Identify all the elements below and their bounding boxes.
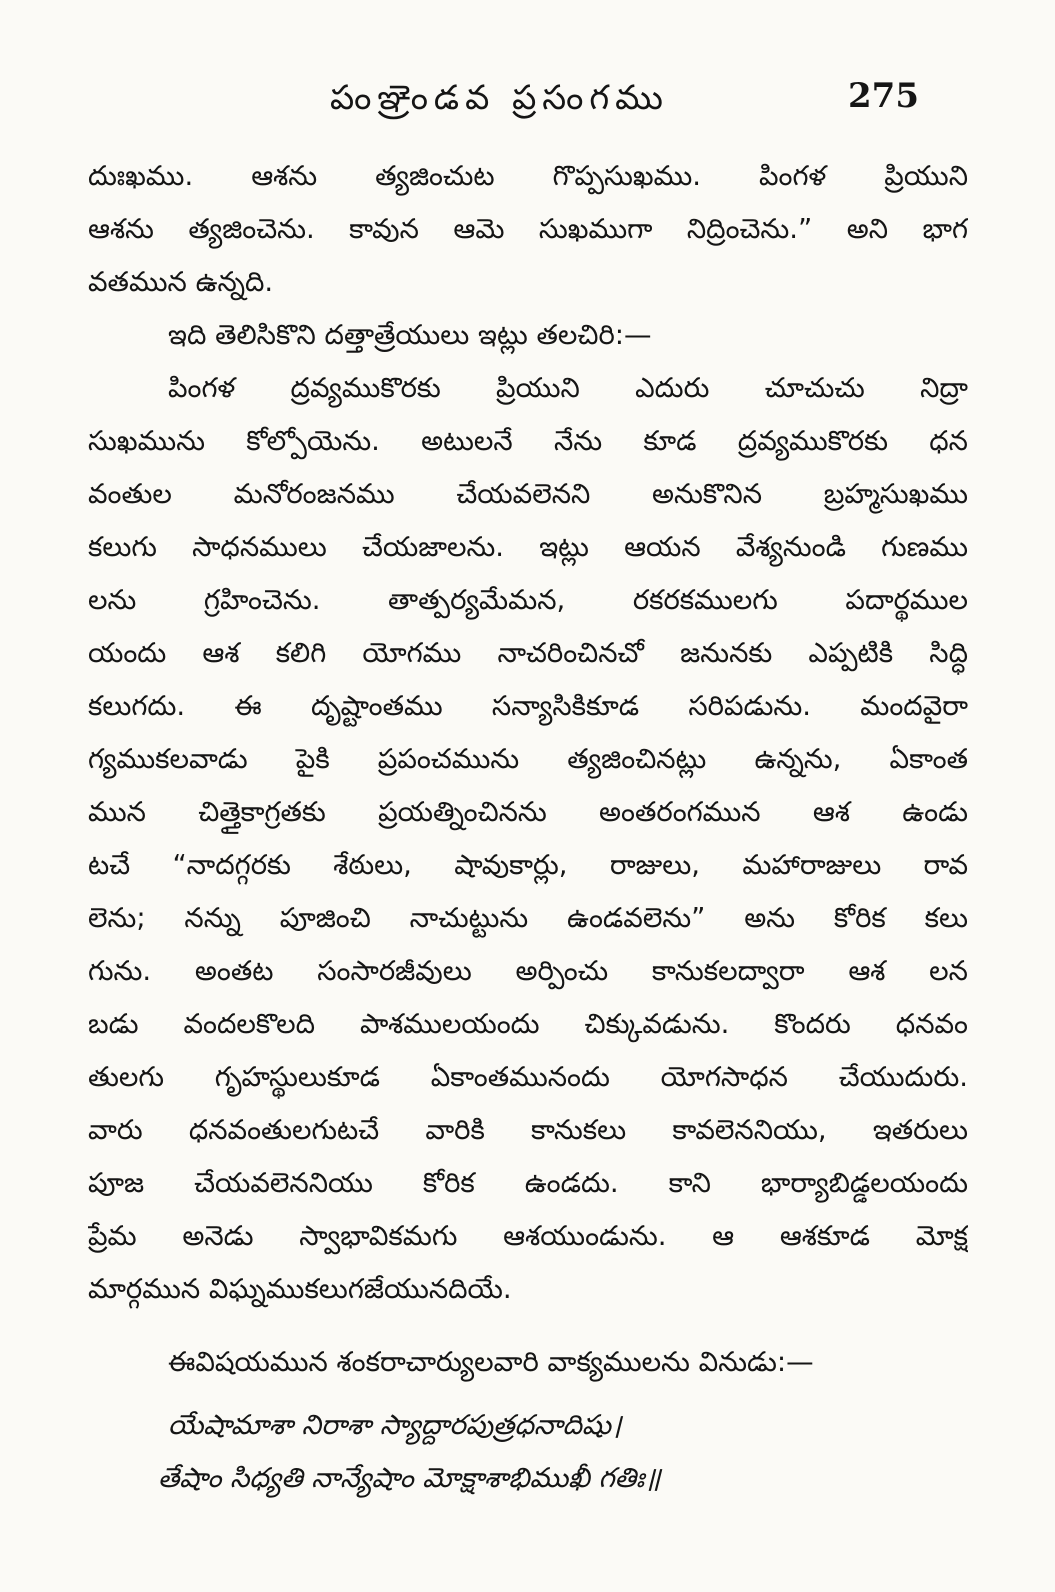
text-line: దుఃఖము. ఆశను త్యజించుట గొప్పసుఖము. పింగళ ప్రియుని: [88, 160, 968, 192]
text-line: బడు వందలకొలది పాశములయందు చిక్కువడును. కొందరు ధనవం: [88, 1008, 968, 1040]
text-line: మున చిత్తైకాగ్రతకు ప్రయత్నించినను అంతరంగమున ఆశ ఉండు: [88, 796, 968, 828]
text-line: ఆశను త్యజించెను. కావున ఆమె సుఖముగా నిద్రించెను.” అని భాగ: [88, 213, 968, 245]
text-line: వంతుల మనోరంజనము చేయవలెనని అనుకొనిన బ్రహ్మసుఖము: [88, 478, 968, 510]
page-number: 275: [848, 76, 919, 116]
text-line: పూజ చేయవలెననియు కోరిక ఉండదు. కాని భార్యాబిడ్డలయందు: [88, 1167, 968, 1199]
text-line: పింగళ ద్రవ్యముకొరకు ప్రియుని ఎదురు చూచుచు నిద్రా: [168, 372, 968, 404]
text-line: తులగు గృహస్థులుకూడ ఏకాంతమునందు యోగసాధన చేయుదురు.: [88, 1061, 968, 1093]
verse-line: తేషాం సిధ్యతి నాన్యేషాం మోక్షాశాభిముఖీ గతిః॥: [158, 1462, 661, 1494]
quote-intro: ఈవిషయమున శంకరాచార్యులవారి వాక్యములను వినుడు:—: [168, 1346, 814, 1378]
text-line: లను గ్రహించెను. తాత్పర్యమేమన, రకరకములగు పదార్థముల: [88, 584, 968, 616]
text-line: వారు ధనవంతులగుటచే వారికి కానుకలు కావలెననియు, ఇతరులు: [88, 1114, 968, 1146]
sanskrit-verse: [88, 1399, 968, 1505]
text-line: కలుగదు. ఈ దృష్టాంతము సన్యాసికికూడ సరిపడును. మందవైరా: [88, 690, 968, 722]
text-line: టచే “నాదగ్గరకు శేఠులు, షావుకార్లు, రాజులు, మహారాజులు రావ: [88, 849, 968, 881]
text-line: గ్యముకలవాడు పైకి ప్రపంచమును త్యజించినట్లు ఉన్నను, ఏకాంత: [88, 743, 968, 775]
text-line: లెను; నన్ను పూజించి నాచుట్టును ఉండవలెను” అను కోరిక కలు: [88, 902, 968, 934]
running-title: పంఞ్రెండవ ప్రసంగము: [330, 78, 669, 118]
text-line: మార్గమున విఘ్నముకలుగజేయునదియే.: [88, 1273, 512, 1305]
text-line: ప్రేమ అనెడు స్వాభావికమగు ఆశయుండును. ఆ ఆశకూడ మోక్ష: [88, 1220, 968, 1252]
text-line: కలుగు సాధనములు చేయజాలను. ఇట్లు ఆయన వేశ్యనుండి గుణము: [88, 531, 968, 563]
text-line: గును. అంతట సంసారజీవులు అర్పించు కానుకలద్వారా ఆశ లన: [88, 955, 968, 987]
text-line: వతమున ఉన్నది.: [88, 266, 274, 298]
body-text: [88, 150, 968, 1505]
verse-line: యేషామాశా నిరాశా స్యాద్దారపుత్రధనాదిషు।: [168, 1409, 622, 1441]
text-line: సుఖమును కోల్పోయెను. అటులనే నేను కూడ ద్రవ్యముకొరకు ధన: [88, 425, 968, 457]
text-line: ఇది తెలిసికొని దత్తాత్రేయులు ఇట్లు తలచిరి:—: [168, 319, 652, 351]
text-line: యందు ఆశ కలిగి యోగము నాచరించినచో జనునకు ఎప్పటికి సిద్ధి: [88, 637, 968, 669]
page-header: [0, 78, 1055, 128]
